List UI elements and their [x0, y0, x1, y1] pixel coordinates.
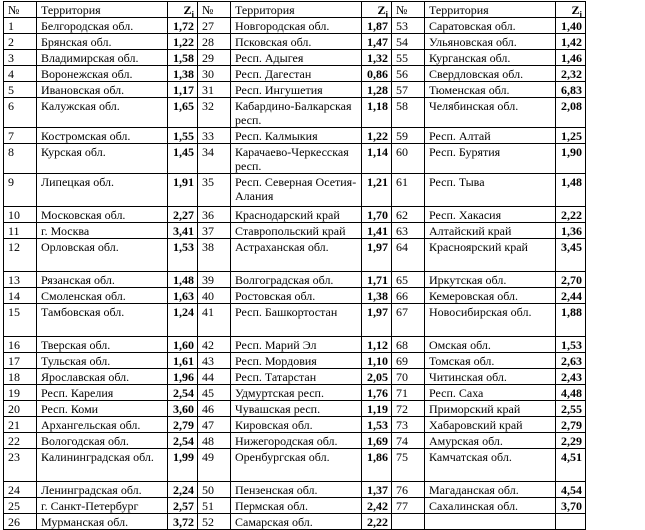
cell-z-value-2: 2,22: [362, 514, 392, 530]
cell-number-1: 3: [4, 50, 37, 66]
cell-territory-1: г. Москва: [37, 223, 168, 239]
cell-territory-3: Респ. Хакасия: [425, 207, 556, 223]
cell-number-1: 17: [4, 353, 37, 369]
cell-number-2: 44: [198, 369, 231, 385]
cell-z-value-3: 4,51: [556, 449, 586, 482]
cell-number-1: 15: [4, 304, 37, 337]
cell-number-2: 34: [198, 144, 231, 174]
cell-number-1: 8: [4, 144, 37, 174]
cell-number-1: 26: [4, 514, 37, 530]
cell-z-value-1: 1,22: [168, 34, 198, 50]
table-row: [4, 304, 586, 337]
cell-territory-3: Саратовская обл.: [425, 18, 556, 34]
cell-z-value-2: 1,21: [362, 174, 392, 207]
cell-number-2: 45: [198, 385, 231, 401]
cell-number-2: 32: [198, 98, 231, 128]
header-no-2: №: [198, 2, 231, 18]
cell-number-1: 16: [4, 337, 37, 353]
cell-territory-2: Пензенская обл.: [231, 482, 362, 498]
cell-z-value-1: 1,61: [168, 353, 198, 369]
table-row: [4, 433, 586, 449]
cell-z-value-2: 1,76: [362, 385, 392, 401]
cell-territory-2: Ставропольский край: [231, 223, 362, 239]
cell-z-value-3: 1,36: [556, 223, 586, 239]
header-z-2: $Z_i$: [362, 2, 392, 18]
cell-territory-3: Хабаровский край: [425, 417, 556, 433]
cell-number-2: 37: [198, 223, 231, 239]
cell-number-1: 4: [4, 66, 37, 82]
header-no-3: №: [392, 2, 425, 18]
cell-z-value-2: 2,05: [362, 369, 392, 385]
cell-territory-1: Брянская обл.: [37, 34, 168, 50]
cell-number-3: 77: [392, 498, 425, 514]
cell-z-value-1: 1,72: [168, 18, 198, 34]
header-row: [4, 2, 586, 18]
cell-z-value-3: 2,08: [556, 98, 586, 128]
cell-territory-3: Камчатская обл.: [425, 449, 556, 482]
cell-z-value-3: 4,48: [556, 385, 586, 401]
cell-z-value-1: 1,65: [168, 98, 198, 128]
cell-number-2: 49: [198, 449, 231, 482]
cell-number-1: 1: [4, 18, 37, 34]
cell-territory-1: г. Санкт-Петербург: [37, 498, 168, 514]
cell-z-value-2: 1,19: [362, 401, 392, 417]
table-row: [4, 482, 586, 498]
table-row: [4, 82, 586, 98]
cell-number-3: 61: [392, 174, 425, 207]
cell-territory-3: Челябинская обл.: [425, 98, 556, 128]
cell-z-value-3: 1,88: [556, 304, 586, 337]
cell-z-value-1: 1,91: [168, 174, 198, 207]
cell-territory-1: Архангельская обл.: [37, 417, 168, 433]
cell-territory-2: Новгородская обл.: [231, 18, 362, 34]
table-row: [4, 353, 586, 369]
cell-territory-3: Омская обл.: [425, 337, 556, 353]
cell-number-1: 5: [4, 82, 37, 98]
cell-number-1: 14: [4, 288, 37, 304]
cell-number-1: 22: [4, 433, 37, 449]
cell-territory-2: Астраханская обл.: [231, 239, 362, 272]
cell-territory-2: Нижегородская обл.: [231, 433, 362, 449]
cell-number-2: 48: [198, 433, 231, 449]
cell-number-3: 72: [392, 401, 425, 417]
table-row: [4, 449, 586, 482]
cell-number-1: 19: [4, 385, 37, 401]
table-row: [4, 34, 586, 50]
cell-number-1: 13: [4, 272, 37, 288]
cell-z-value-1: 1,99: [168, 449, 198, 482]
cell-z-value-2: 1,69: [362, 433, 392, 449]
header-territory-2: Территория: [231, 2, 362, 18]
cell-z-value-1: 3,60: [168, 401, 198, 417]
cell-number-1: 11: [4, 223, 37, 239]
cell-z-value-1: 3,41: [168, 223, 198, 239]
cell-z-value-1: 1,53: [168, 239, 198, 272]
cell-number-2: 35: [198, 174, 231, 207]
cell-number-2: 28: [198, 34, 231, 50]
cell-number-3: 68: [392, 337, 425, 353]
cell-territory-3: Сахалинская обл.: [425, 498, 556, 514]
cell-z-value-1: 2,27: [168, 207, 198, 223]
cell-number-2: 27: [198, 18, 231, 34]
cell-territory-2: Псковская обл.: [231, 34, 362, 50]
header-z-1: $Z_i$: [168, 2, 198, 18]
cell-territory-2: Краснодарский край: [231, 207, 362, 223]
cell-z-value-2: 1,86: [362, 449, 392, 482]
cell-z-value-3: 2,70: [556, 272, 586, 288]
cell-territory-2: Волгоградская обл.: [231, 272, 362, 288]
regions-table: [3, 1, 586, 530]
cell-territory-1: Тверская обл.: [37, 337, 168, 353]
cell-territory-1: Орловская обл.: [37, 239, 168, 272]
cell-z-value-1: 1,58: [168, 50, 198, 66]
cell-territory-1: Московская обл.: [37, 207, 168, 223]
cell-number-3: 60: [392, 144, 425, 174]
cell-territory-3: Томская обл.: [425, 353, 556, 369]
cell-z-value-3: 2,79: [556, 417, 586, 433]
cell-number-2: 36: [198, 207, 231, 223]
header-z-3: $Z_i$: [556, 2, 586, 18]
cell-number-1: 20: [4, 401, 37, 417]
cell-z-value-1: 1,17: [168, 82, 198, 98]
cell-number-3: [392, 514, 425, 530]
cell-number-1: 6: [4, 98, 37, 128]
cell-z-value-2: 0,86: [362, 66, 392, 82]
cell-z-value-3: 6,83: [556, 82, 586, 98]
cell-number-2: 30: [198, 66, 231, 82]
cell-number-1: 9: [4, 174, 37, 207]
cell-territory-1: Тульская обл.: [37, 353, 168, 369]
cell-number-3: 59: [392, 128, 425, 144]
cell-territory-1: Ярославская обл.: [37, 369, 168, 385]
cell-number-2: 42: [198, 337, 231, 353]
cell-z-value-3: 2,22: [556, 207, 586, 223]
cell-territory-3: Читинская обл.: [425, 369, 556, 385]
cell-z-value-3: 3,45: [556, 239, 586, 272]
cell-number-3: 74: [392, 433, 425, 449]
cell-z-value-3: 2,29: [556, 433, 586, 449]
cell-number-3: 70: [392, 369, 425, 385]
cell-territory-2: Респ. Мордовия: [231, 353, 362, 369]
cell-territory-3: Приморский край: [425, 401, 556, 417]
cell-z-value-1: 1,96: [168, 369, 198, 385]
cell-territory-3: Респ. Бурятия: [425, 144, 556, 174]
cell-number-2: 46: [198, 401, 231, 417]
cell-z-value-2: 1,87: [362, 18, 392, 34]
cell-number-1: 24: [4, 482, 37, 498]
cell-number-1: 21: [4, 417, 37, 433]
cell-number-3: 65: [392, 272, 425, 288]
cell-z-value-2: 1,47: [362, 34, 392, 50]
cell-territory-1: Калужская обл.: [37, 98, 168, 128]
cell-territory-1: Ленинградская обл.: [37, 482, 168, 498]
cell-territory-2: Респ. Дагестан: [231, 66, 362, 82]
cell-number-2: 38: [198, 239, 231, 272]
cell-number-3: 67: [392, 304, 425, 337]
cell-territory-3: Респ. Саха: [425, 385, 556, 401]
cell-z-value-3: 1,48: [556, 174, 586, 207]
cell-number-3: 57: [392, 82, 425, 98]
cell-number-2: 40: [198, 288, 231, 304]
cell-z-value-3: 3,70: [556, 498, 586, 514]
table-row: [4, 498, 586, 514]
cell-territory-1: Белгородская обл.: [37, 18, 168, 34]
table-row: [4, 66, 586, 82]
cell-z-value-1: 2,54: [168, 433, 198, 449]
cell-territory-2: Респ. Адыгея: [231, 50, 362, 66]
cell-number-1: 10: [4, 207, 37, 223]
cell-z-value-2: 1,37: [362, 482, 392, 498]
cell-number-2: 29: [198, 50, 231, 66]
table-row: [4, 288, 586, 304]
cell-territory-1: Респ. Коми: [37, 401, 168, 417]
cell-z-value-1: 2,57: [168, 498, 198, 514]
cell-z-value-2: 2,42: [362, 498, 392, 514]
cell-territory-2: Пермская обл.: [231, 498, 362, 514]
cell-number-2: 31: [198, 82, 231, 98]
cell-territory-1: Курская обл.: [37, 144, 168, 174]
header-no-1: №: [4, 2, 37, 18]
cell-z-value-2: 1,18: [362, 98, 392, 128]
cell-z-value-2: 1,32: [362, 50, 392, 66]
cell-number-3: 71: [392, 385, 425, 401]
table-row: [4, 144, 586, 174]
table-row: [4, 417, 586, 433]
cell-territory-1: Тамбовская обл.: [37, 304, 168, 337]
table-row: [4, 50, 586, 66]
cell-number-1: 25: [4, 498, 37, 514]
cell-z-value-2: 1,12: [362, 337, 392, 353]
cell-territory-1: Ивановская обл.: [37, 82, 168, 98]
cell-territory-2: Кировская обл.: [231, 417, 362, 433]
header-territory-3: Территория: [425, 2, 556, 18]
cell-number-3: 64: [392, 239, 425, 272]
cell-territory-3: Алтайский край: [425, 223, 556, 239]
cell-z-value-1: 2,54: [168, 385, 198, 401]
table-row: [4, 272, 586, 288]
cell-number-3: 69: [392, 353, 425, 369]
cell-number-2: 41: [198, 304, 231, 337]
cell-territory-3: Тюменская обл.: [425, 82, 556, 98]
cell-territory-3: Магаданская обл.: [425, 482, 556, 498]
cell-number-3: 66: [392, 288, 425, 304]
table-row: [4, 98, 586, 128]
cell-number-3: 76: [392, 482, 425, 498]
cell-z-value-3: 1,40: [556, 18, 586, 34]
cell-z-value-1: 1,24: [168, 304, 198, 337]
cell-territory-1: Рязанская обл.: [37, 272, 168, 288]
table-row: [4, 174, 586, 207]
cell-z-value-3: [556, 514, 586, 530]
cell-z-value-1: 1,45: [168, 144, 198, 174]
cell-z-value-2: 1,71: [362, 272, 392, 288]
cell-territory-3: Респ. Алтай: [425, 128, 556, 144]
cell-z-value-2: 1,28: [362, 82, 392, 98]
cell-z-value-3: 2,55: [556, 401, 586, 417]
cell-territory-2: Респ. Калмыкия: [231, 128, 362, 144]
cell-z-value-1: 1,55: [168, 128, 198, 144]
table-row: [4, 369, 586, 385]
cell-z-value-2: 1,97: [362, 239, 392, 272]
cell-territory-3: Иркутская обл.: [425, 272, 556, 288]
cell-territory-3: Свердловская обл.: [425, 66, 556, 82]
cell-territory-3: Кемеровская обл.: [425, 288, 556, 304]
cell-z-value-3: 2,44: [556, 288, 586, 304]
cell-territory-3: Курганская обл.: [425, 50, 556, 66]
cell-number-3: 75: [392, 449, 425, 482]
cell-number-3: 54: [392, 34, 425, 50]
cell-territory-1: Владимирская обл.: [37, 50, 168, 66]
cell-territory-2: Удмуртская респ.: [231, 385, 362, 401]
cell-z-value-1: 2,24: [168, 482, 198, 498]
cell-number-2: 43: [198, 353, 231, 369]
cell-territory-2: Респ. Северная Осетия-Алания: [231, 174, 362, 207]
cell-z-value-2: 1,22: [362, 128, 392, 144]
cell-number-2: 52: [198, 514, 231, 530]
cell-territory-3: Респ. Тыва: [425, 174, 556, 207]
cell-territory-2: Оренбургская обл.: [231, 449, 362, 482]
cell-territory-1: Костромская обл.: [37, 128, 168, 144]
header-territory-1: Территория: [37, 2, 168, 18]
cell-territory-3: Новосибирская обл.: [425, 304, 556, 337]
cell-z-value-3: 1,46: [556, 50, 586, 66]
cell-number-2: 51: [198, 498, 231, 514]
cell-z-value-3: 1,42: [556, 34, 586, 50]
cell-z-value-2: 1,70: [362, 207, 392, 223]
cell-territory-3: Красноярский край: [425, 239, 556, 272]
cell-number-2: 47: [198, 417, 231, 433]
cell-territory-1: Мурманская обл.: [37, 514, 168, 530]
cell-z-value-1: 1,63: [168, 288, 198, 304]
cell-z-value-3: 1,53: [556, 337, 586, 353]
cell-number-3: 73: [392, 417, 425, 433]
cell-z-value-1: 1,38: [168, 66, 198, 82]
cell-number-2: 39: [198, 272, 231, 288]
cell-z-value-3: 1,25: [556, 128, 586, 144]
cell-territory-1: Респ. Карелия: [37, 385, 168, 401]
cell-number-3: 56: [392, 66, 425, 82]
table-row: [4, 223, 586, 239]
cell-number-3: 62: [392, 207, 425, 223]
cell-z-value-1: 1,60: [168, 337, 198, 353]
cell-number-3: 63: [392, 223, 425, 239]
cell-territory-1: Липецкая обл.: [37, 174, 168, 207]
cell-z-value-2: 1,38: [362, 288, 392, 304]
cell-z-value-1: 1,48: [168, 272, 198, 288]
cell-territory-3: Амурская обл.: [425, 433, 556, 449]
cell-z-value-2: 1,97: [362, 304, 392, 337]
cell-z-value-1: 3,72: [168, 514, 198, 530]
table-row: [4, 401, 586, 417]
cell-territory-2: Респ. Ингушетия: [231, 82, 362, 98]
table-row: [4, 18, 586, 34]
cell-z-value-2: 1,53: [362, 417, 392, 433]
cell-territory-2: Ростовская обл.: [231, 288, 362, 304]
table-row: [4, 239, 586, 272]
cell-z-value-2: 1,41: [362, 223, 392, 239]
cell-territory-2: Самарская обл.: [231, 514, 362, 530]
table-row: [4, 385, 586, 401]
table-body: [4, 2, 586, 530]
cell-number-3: 58: [392, 98, 425, 128]
cell-z-value-1: 2,79: [168, 417, 198, 433]
cell-territory-1: Смоленская обл.: [37, 288, 168, 304]
cell-z-value-3: 2,63: [556, 353, 586, 369]
cell-number-1: 12: [4, 239, 37, 272]
cell-number-1: 18: [4, 369, 37, 385]
table-row: [4, 207, 586, 223]
cell-number-3: 53: [392, 18, 425, 34]
cell-territory-2: Карачаево-Черкесская респ.: [231, 144, 362, 174]
cell-number-2: 33: [198, 128, 231, 144]
cell-territory-2: Чувашская респ.: [231, 401, 362, 417]
cell-territory-1: Калининградская обл.: [37, 449, 168, 482]
cell-z-value-2: 1,14: [362, 144, 392, 174]
cell-territory-1: Вологодская обл.: [37, 433, 168, 449]
table-container: [3, 1, 586, 530]
cell-number-3: 55: [392, 50, 425, 66]
table-row: [4, 514, 586, 530]
cell-z-value-3: 1,90: [556, 144, 586, 174]
cell-territory-2: Респ. Татарстан: [231, 369, 362, 385]
cell-territory-3: [425, 514, 556, 530]
cell-number-2: 50: [198, 482, 231, 498]
table-row: [4, 128, 586, 144]
cell-z-value-2: 1,10: [362, 353, 392, 369]
cell-territory-2: Кабардино-Балкарская респ.: [231, 98, 362, 128]
cell-number-1: 7: [4, 128, 37, 144]
cell-z-value-3: 2,43: [556, 369, 586, 385]
cell-territory-2: Респ. Марий Эл: [231, 337, 362, 353]
cell-territory-1: Воронежская обл.: [37, 66, 168, 82]
cell-number-1: 23: [4, 449, 37, 482]
cell-z-value-3: 2,32: [556, 66, 586, 82]
cell-territory-2: Респ. Башкортостан: [231, 304, 362, 337]
cell-z-value-3: 4,54: [556, 482, 586, 498]
cell-territory-3: Ульяновская обл.: [425, 34, 556, 50]
cell-number-1: 2: [4, 34, 37, 50]
table-row: [4, 337, 586, 353]
